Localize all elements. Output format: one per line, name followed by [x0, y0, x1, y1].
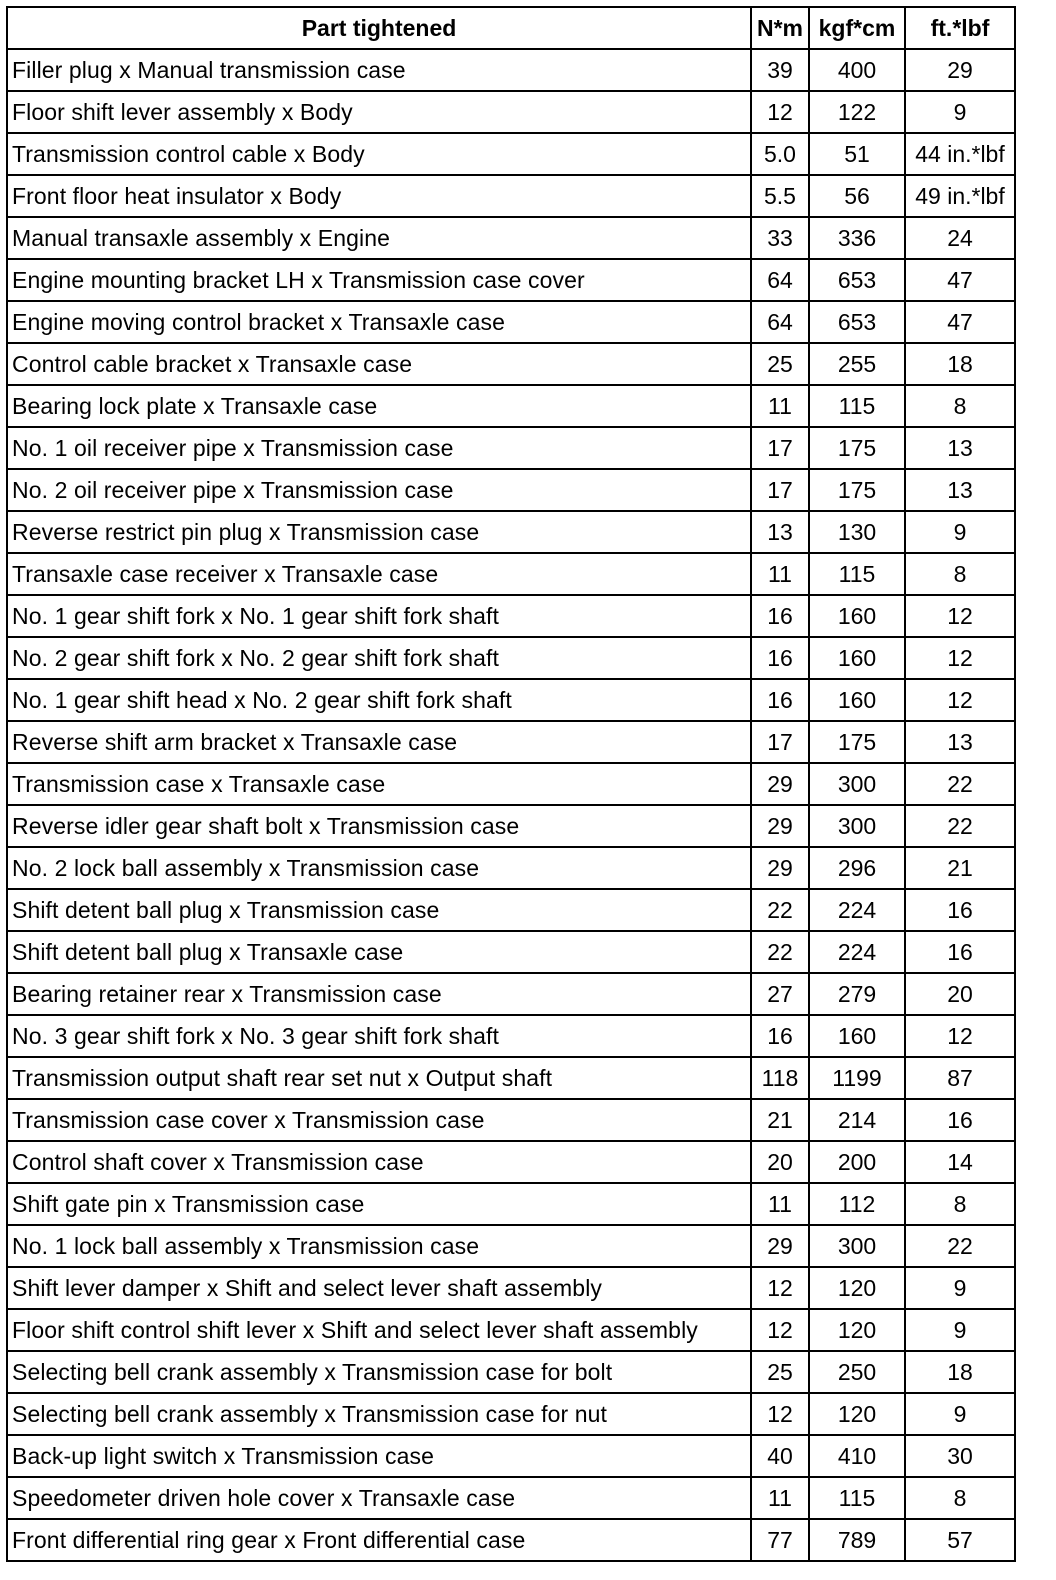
cell-part-tightened: Engine moving control bracket x Transaxle case [7, 301, 751, 343]
cell-nm: 12 [751, 1393, 809, 1435]
cell-part-tightened: Floor shift control shift lever x Shift and select lever shaft assembly [7, 1309, 751, 1351]
cell-part-tightened: Speedometer driven hole cover x Transaxle case [7, 1477, 751, 1519]
table-row [7, 175, 1015, 217]
cell-kgf-cm: 789 [809, 1519, 905, 1561]
cell-ft-lbf: 22 [905, 1225, 1015, 1267]
cell-kgf-cm: 160 [809, 679, 905, 721]
table-row [7, 1057, 1015, 1099]
cell-nm: 16 [751, 637, 809, 679]
cell-ft-lbf: 14 [905, 1141, 1015, 1183]
cell-kgf-cm: 300 [809, 1225, 905, 1267]
cell-ft-lbf: 29 [905, 49, 1015, 91]
table-row [7, 1519, 1015, 1561]
cell-part-tightened: No. 1 gear shift fork x No. 1 gear shift fork shaft [7, 595, 751, 637]
cell-nm: 33 [751, 217, 809, 259]
cell-ft-lbf: 9 [905, 91, 1015, 133]
cell-part-tightened: Shift lever damper x Shift and select lever shaft assembly [7, 1267, 751, 1309]
cell-part-tightened: Engine mounting bracket LH x Transmission case cover [7, 259, 751, 301]
cell-part-tightened: Shift gate pin x Transmission case [7, 1183, 751, 1225]
cell-kgf-cm: 51 [809, 133, 905, 175]
cell-ft-lbf: 22 [905, 805, 1015, 847]
table-row [7, 763, 1015, 805]
cell-nm: 17 [751, 469, 809, 511]
cell-ft-lbf: 16 [905, 1099, 1015, 1141]
cell-ft-lbf: 20 [905, 973, 1015, 1015]
table-row [7, 343, 1015, 385]
cell-kgf-cm: 130 [809, 511, 905, 553]
cell-kgf-cm: 1199 [809, 1057, 905, 1099]
cell-kgf-cm: 122 [809, 91, 905, 133]
cell-kgf-cm: 653 [809, 301, 905, 343]
cell-ft-lbf: 13 [905, 469, 1015, 511]
cell-kgf-cm: 160 [809, 1015, 905, 1057]
cell-kgf-cm: 224 [809, 931, 905, 973]
cell-nm: 20 [751, 1141, 809, 1183]
cell-kgf-cm: 300 [809, 763, 905, 805]
cell-ft-lbf: 8 [905, 553, 1015, 595]
cell-kgf-cm: 214 [809, 1099, 905, 1141]
cell-ft-lbf: 8 [905, 385, 1015, 427]
table-row [7, 1099, 1015, 1141]
cell-part-tightened: Selecting bell crank assembly x Transmission case for bolt [7, 1351, 751, 1393]
table-header-row [7, 7, 1015, 49]
cell-nm: 64 [751, 259, 809, 301]
cell-ft-lbf: 9 [905, 511, 1015, 553]
cell-kgf-cm: 175 [809, 721, 905, 763]
cell-nm: 17 [751, 721, 809, 763]
cell-kgf-cm: 336 [809, 217, 905, 259]
table-row [7, 469, 1015, 511]
cell-part-tightened: Control shaft cover x Transmission case [7, 1141, 751, 1183]
table-row [7, 1477, 1015, 1519]
cell-nm: 16 [751, 679, 809, 721]
cell-nm: 25 [751, 343, 809, 385]
cell-kgf-cm: 175 [809, 469, 905, 511]
cell-ft-lbf: 16 [905, 889, 1015, 931]
table-row [7, 847, 1015, 889]
cell-nm: 29 [751, 805, 809, 847]
cell-kgf-cm: 255 [809, 343, 905, 385]
table-row [7, 973, 1015, 1015]
header-nm: N*m [751, 7, 809, 49]
cell-ft-lbf: 12 [905, 1015, 1015, 1057]
cell-nm: 27 [751, 973, 809, 1015]
cell-nm: 64 [751, 301, 809, 343]
cell-part-tightened: No. 2 gear shift fork x No. 2 gear shift fork shaft [7, 637, 751, 679]
cell-nm: 11 [751, 385, 809, 427]
cell-ft-lbf: 47 [905, 301, 1015, 343]
cell-ft-lbf: 30 [905, 1435, 1015, 1477]
cell-part-tightened: Control cable bracket x Transaxle case [7, 343, 751, 385]
cell-kgf-cm: 160 [809, 595, 905, 637]
torque-spec-table [6, 6, 1016, 1562]
cell-ft-lbf: 8 [905, 1477, 1015, 1519]
table-row [7, 1141, 1015, 1183]
table-row [7, 1435, 1015, 1477]
cell-part-tightened: Reverse restrict pin plug x Transmission case [7, 511, 751, 553]
cell-ft-lbf: 9 [905, 1309, 1015, 1351]
cell-nm: 16 [751, 595, 809, 637]
cell-kgf-cm: 115 [809, 385, 905, 427]
cell-part-tightened: Transmission output shaft rear set nut x Output shaft [7, 1057, 751, 1099]
cell-ft-lbf: 13 [905, 427, 1015, 469]
cell-nm: 25 [751, 1351, 809, 1393]
cell-ft-lbf: 8 [905, 1183, 1015, 1225]
cell-kgf-cm: 300 [809, 805, 905, 847]
table-row [7, 49, 1015, 91]
cell-nm: 16 [751, 1015, 809, 1057]
cell-kgf-cm: 653 [809, 259, 905, 301]
cell-part-tightened: Manual transaxle assembly x Engine [7, 217, 751, 259]
cell-nm: 22 [751, 931, 809, 973]
cell-ft-lbf: 24 [905, 217, 1015, 259]
table-row [7, 1183, 1015, 1225]
cell-ft-lbf: 13 [905, 721, 1015, 763]
cell-ft-lbf: 22 [905, 763, 1015, 805]
cell-kgf-cm: 200 [809, 1141, 905, 1183]
cell-nm: 39 [751, 49, 809, 91]
cell-kgf-cm: 115 [809, 1477, 905, 1519]
cell-part-tightened: No. 1 lock ball assembly x Transmission case [7, 1225, 751, 1267]
table-row [7, 301, 1015, 343]
cell-nm: 11 [751, 1183, 809, 1225]
cell-part-tightened: Transmission case cover x Transmission case [7, 1099, 751, 1141]
cell-ft-lbf: 9 [905, 1393, 1015, 1435]
header-kgf-cm: kgf*cm [809, 7, 905, 49]
cell-ft-lbf: 57 [905, 1519, 1015, 1561]
cell-nm: 11 [751, 1477, 809, 1519]
cell-nm: 17 [751, 427, 809, 469]
table-row [7, 553, 1015, 595]
cell-part-tightened: Reverse idler gear shaft bolt x Transmission case [7, 805, 751, 847]
cell-part-tightened: Floor shift lever assembly x Body [7, 91, 751, 133]
cell-part-tightened: No. 3 gear shift fork x No. 3 gear shift fork shaft [7, 1015, 751, 1057]
table-row [7, 805, 1015, 847]
table-row [7, 595, 1015, 637]
table-row [7, 721, 1015, 763]
cell-nm: 12 [751, 91, 809, 133]
table-row [7, 1267, 1015, 1309]
cell-nm: 11 [751, 553, 809, 595]
table-row [7, 679, 1015, 721]
cell-part-tightened: Selecting bell crank assembly x Transmission case for nut [7, 1393, 751, 1435]
cell-kgf-cm: 160 [809, 637, 905, 679]
cell-part-tightened: No. 1 oil receiver pipe x Transmission case [7, 427, 751, 469]
cell-ft-lbf: 44 in.*lbf [905, 133, 1015, 175]
cell-part-tightened: No. 1 gear shift head x No. 2 gear shift fork shaft [7, 679, 751, 721]
cell-ft-lbf: 9 [905, 1267, 1015, 1309]
cell-nm: 12 [751, 1309, 809, 1351]
cell-part-tightened: Shift detent ball plug x Transmission case [7, 889, 751, 931]
cell-kgf-cm: 56 [809, 175, 905, 217]
table-row [7, 1351, 1015, 1393]
table-row [7, 1309, 1015, 1351]
cell-ft-lbf: 16 [905, 931, 1015, 973]
cell-kgf-cm: 115 [809, 553, 905, 595]
table-row [7, 133, 1015, 175]
table-row [7, 511, 1015, 553]
cell-part-tightened: Filler plug x Manual transmission case [7, 49, 751, 91]
cell-nm: 77 [751, 1519, 809, 1561]
table-row [7, 1015, 1015, 1057]
cell-ft-lbf: 87 [905, 1057, 1015, 1099]
cell-kgf-cm: 112 [809, 1183, 905, 1225]
cell-part-tightened: Transaxle case receiver x Transaxle case [7, 553, 751, 595]
cell-kgf-cm: 296 [809, 847, 905, 889]
table-row [7, 1393, 1015, 1435]
cell-kgf-cm: 250 [809, 1351, 905, 1393]
cell-kgf-cm: 120 [809, 1393, 905, 1435]
cell-kgf-cm: 120 [809, 1267, 905, 1309]
cell-ft-lbf: 21 [905, 847, 1015, 889]
table-row [7, 1225, 1015, 1267]
cell-part-tightened: Back-up light switch x Transmission case [7, 1435, 751, 1477]
cell-nm: 29 [751, 1225, 809, 1267]
cell-nm: 21 [751, 1099, 809, 1141]
table-row [7, 91, 1015, 133]
cell-ft-lbf: 12 [905, 679, 1015, 721]
table-row [7, 385, 1015, 427]
cell-part-tightened: Transmission case x Transaxle case [7, 763, 751, 805]
cell-nm: 29 [751, 763, 809, 805]
cell-nm: 13 [751, 511, 809, 553]
cell-nm: 118 [751, 1057, 809, 1099]
table-row [7, 931, 1015, 973]
cell-part-tightened: Bearing lock plate x Transaxle case [7, 385, 751, 427]
cell-part-tightened: Shift detent ball plug x Transaxle case [7, 931, 751, 973]
cell-kgf-cm: 410 [809, 1435, 905, 1477]
table-row [7, 889, 1015, 931]
cell-nm: 5.0 [751, 133, 809, 175]
cell-ft-lbf: 47 [905, 259, 1015, 301]
cell-kgf-cm: 175 [809, 427, 905, 469]
cell-ft-lbf: 49 in.*lbf [905, 175, 1015, 217]
cell-kgf-cm: 279 [809, 973, 905, 1015]
cell-kgf-cm: 400 [809, 49, 905, 91]
cell-kgf-cm: 120 [809, 1309, 905, 1351]
table-row [7, 259, 1015, 301]
cell-nm: 22 [751, 889, 809, 931]
table-row [7, 637, 1015, 679]
table-row [7, 217, 1015, 259]
header-part-tightened: Part tightened [7, 7, 751, 49]
cell-part-tightened: Reverse shift arm bracket x Transaxle case [7, 721, 751, 763]
cell-kgf-cm: 224 [809, 889, 905, 931]
cell-nm: 12 [751, 1267, 809, 1309]
cell-part-tightened: Transmission control cable x Body [7, 133, 751, 175]
cell-ft-lbf: 18 [905, 1351, 1015, 1393]
table-body [7, 49, 1015, 1561]
cell-ft-lbf: 12 [905, 637, 1015, 679]
cell-part-tightened: Bearing retainer rear x Transmission case [7, 973, 751, 1015]
cell-part-tightened: Front differential ring gear x Front differential case [7, 1519, 751, 1561]
cell-nm: 29 [751, 847, 809, 889]
cell-ft-lbf: 18 [905, 343, 1015, 385]
cell-ft-lbf: 12 [905, 595, 1015, 637]
header-ft-lbf: ft.*lbf [905, 7, 1015, 49]
cell-part-tightened: No. 2 oil receiver pipe x Transmission case [7, 469, 751, 511]
cell-part-tightened: Front floor heat insulator x Body [7, 175, 751, 217]
table-row [7, 427, 1015, 469]
cell-part-tightened: No. 2 lock ball assembly x Transmission case [7, 847, 751, 889]
cell-nm: 5.5 [751, 175, 809, 217]
cell-nm: 40 [751, 1435, 809, 1477]
